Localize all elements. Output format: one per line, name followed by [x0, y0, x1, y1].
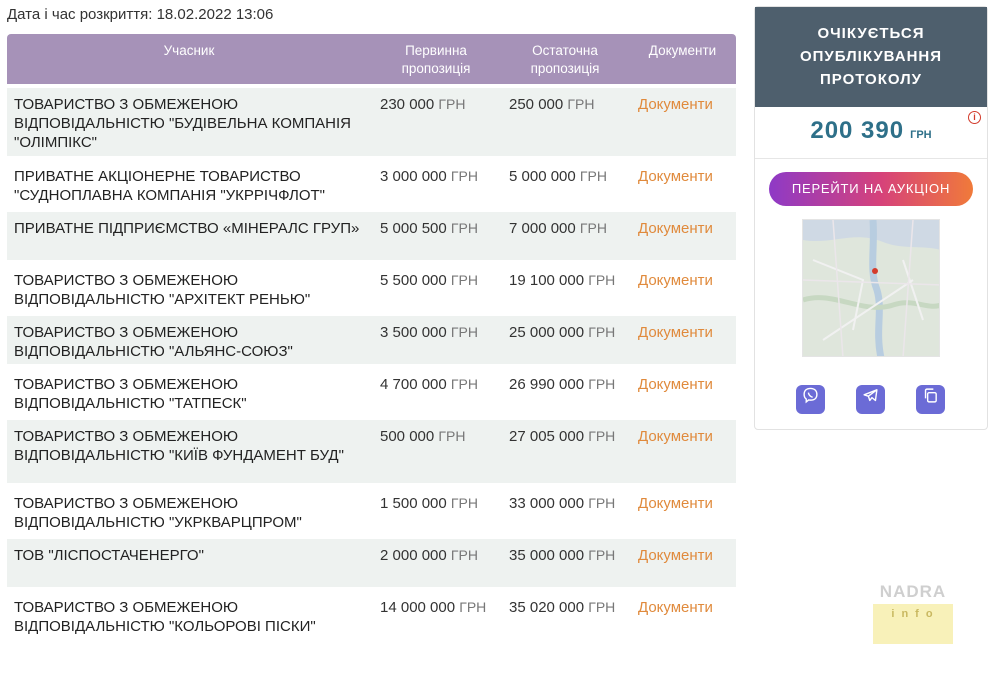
- table-body: [7, 84, 736, 639]
- header-documents: Документи: [648, 43, 717, 58]
- initial-offer: 230 000 ГРН: [380, 96, 466, 113]
- final-offer: 27 005 000 ГРН: [509, 428, 616, 445]
- table-row: [7, 587, 736, 639]
- initial-offer: 14 000 000 ГРН: [380, 599, 487, 616]
- table-header: [7, 34, 736, 84]
- table-row: [7, 416, 736, 483]
- documents-link[interactable]: Документи: [638, 324, 713, 341]
- header-initial-offer: Первинна пропозиція: [401, 43, 471, 76]
- participant-name: ТОВАРИСТВО З ОБМЕЖЕНОЮ ВІДПОВІДАЛЬНІСТЮ "УКРКВАРЦПРОМ": [14, 495, 302, 531]
- header-final-offer: Остаточна пропозиція: [530, 43, 600, 76]
- final-offer: 33 000 000 ГРН: [509, 495, 616, 512]
- map-marker-icon: [872, 268, 878, 274]
- auction-sidebar: [754, 6, 988, 430]
- final-offer: 26 990 000 ГРН: [509, 376, 616, 393]
- documents-link[interactable]: Документи: [638, 599, 713, 616]
- map-image: [803, 220, 940, 357]
- table-row: [7, 208, 736, 260]
- documents-link[interactable]: Документи: [638, 547, 713, 564]
- participant-name: ТОВАРИСТВО З ОБМЕЖЕНОЮ ВІДПОВІДАЛЬНІСТЮ "КИЇВ ФУНДАМЕНТ БУД": [14, 428, 344, 464]
- documents-link[interactable]: Документи: [638, 376, 713, 393]
- final-offer: 35 000 000 ГРН: [509, 547, 616, 564]
- table-row: [7, 84, 736, 156]
- participant-name: ПРИВАТНЕ ПІДПРИЄМСТВО «МІНЕРАЛС ГРУП»: [14, 220, 360, 237]
- viber-icon[interactable]: [796, 385, 825, 414]
- table-row: [7, 483, 736, 535]
- documents-link[interactable]: Документи: [638, 168, 713, 185]
- table-row: [7, 156, 736, 208]
- header-participant: Учасник: [163, 43, 215, 58]
- documents-link[interactable]: Документи: [638, 96, 713, 113]
- final-offer: 19 100 000 ГРН: [509, 272, 616, 289]
- initial-offer: 3 500 000 ГРН: [380, 324, 478, 341]
- watermark-subtitle: info: [873, 604, 953, 644]
- location-map[interactable]: [802, 219, 940, 357]
- participant-name: ТОВАРИСТВО З ОБМЕЖЕНОЮ ВІДПОВІДАЛЬНІСТЮ "АЛЬЯНС-СОЮЗ": [14, 324, 293, 360]
- initial-offer: 500 000 ГРН: [380, 428, 466, 445]
- initial-offer: 5 000 500 ГРН: [380, 220, 478, 237]
- table-row: [7, 364, 736, 416]
- documents-link[interactable]: Документи: [638, 272, 713, 289]
- telegram-icon[interactable]: [856, 385, 885, 414]
- open-date: Дата і час розкриття: 18.02.2022 13:06: [7, 6, 274, 23]
- documents-link[interactable]: Документи: [638, 220, 713, 237]
- participants-table: [7, 34, 736, 639]
- table-row: [7, 260, 736, 312]
- price-box: [755, 107, 987, 159]
- participant-name: ПРИВАТНЕ АКЦІОНЕРНЕ ТОВАРИСТВО "СУДНОПЛАВНА КОМПАНІЯ "УКРРІЧФЛОТ": [14, 168, 326, 204]
- participant-name: ТОВАРИСТВО З ОБМЕЖЕНОЮ ВІДПОВІДАЛЬНІСТЮ "КОЛЬОРОВІ ПІСКИ": [14, 599, 316, 635]
- participant-name: ТОВАРИСТВО З ОБМЕЖЕНОЮ ВІДПОВІДАЛЬНІСТЮ "ТАТПЕСК": [14, 376, 247, 412]
- participant-name: ТОВАРИСТВО З ОБМЕЖЕНОЮ ВІДПОВІДАЛЬНІСТЮ "БУДІВЕЛЬНА КОМПАНІЯ "ОЛІМПІКС": [14, 96, 352, 151]
- nadra-info-watermark: [873, 582, 953, 644]
- info-icon[interactable]: i: [968, 111, 981, 124]
- final-offer: 5 000 000 ГРН: [509, 168, 607, 185]
- initial-offer: 5 500 000 ГРН: [380, 272, 478, 289]
- table-row: [7, 312, 736, 364]
- initial-offer: 1 500 000 ГРН: [380, 495, 478, 512]
- watermark-title: NADRA: [879, 582, 947, 601]
- initial-offer: 4 700 000 ГРН: [380, 376, 478, 393]
- final-offer: 7 000 000 ГРН: [509, 220, 607, 237]
- initial-offer: 3 000 000 ГРН: [380, 168, 478, 185]
- final-offer: 25 000 000 ГРН: [509, 324, 616, 341]
- final-price: 200 390: [810, 117, 905, 144]
- documents-link[interactable]: Документи: [638, 428, 713, 445]
- table-row: [7, 535, 736, 587]
- initial-offer: 2 000 000 ГРН: [380, 547, 478, 564]
- final-offer: 35 020 000 ГРН: [509, 599, 616, 616]
- documents-link[interactable]: Документи: [638, 495, 713, 512]
- go-to-auction-button[interactable]: ПЕРЕЙТИ НА АУКЦІОН: [769, 172, 973, 206]
- participant-name: ТОВ "ЛІСПОСТАЧЕНЕРГО": [14, 547, 204, 564]
- status-banner: ОЧІКУЄТЬСЯ ОПУБЛІКУВАННЯ ПРОТОКОЛУ: [755, 7, 987, 107]
- participant-name: ТОВАРИСТВО З ОБМЕЖЕНОЮ ВІДПОВІДАЛЬНІСТЮ "АРХІТЕКТ РЕНЬЮ": [14, 272, 311, 308]
- final-offer: 250 000 ГРН: [509, 96, 595, 113]
- price-currency: ГРН: [910, 129, 932, 141]
- copy-icon[interactable]: [916, 385, 945, 414]
